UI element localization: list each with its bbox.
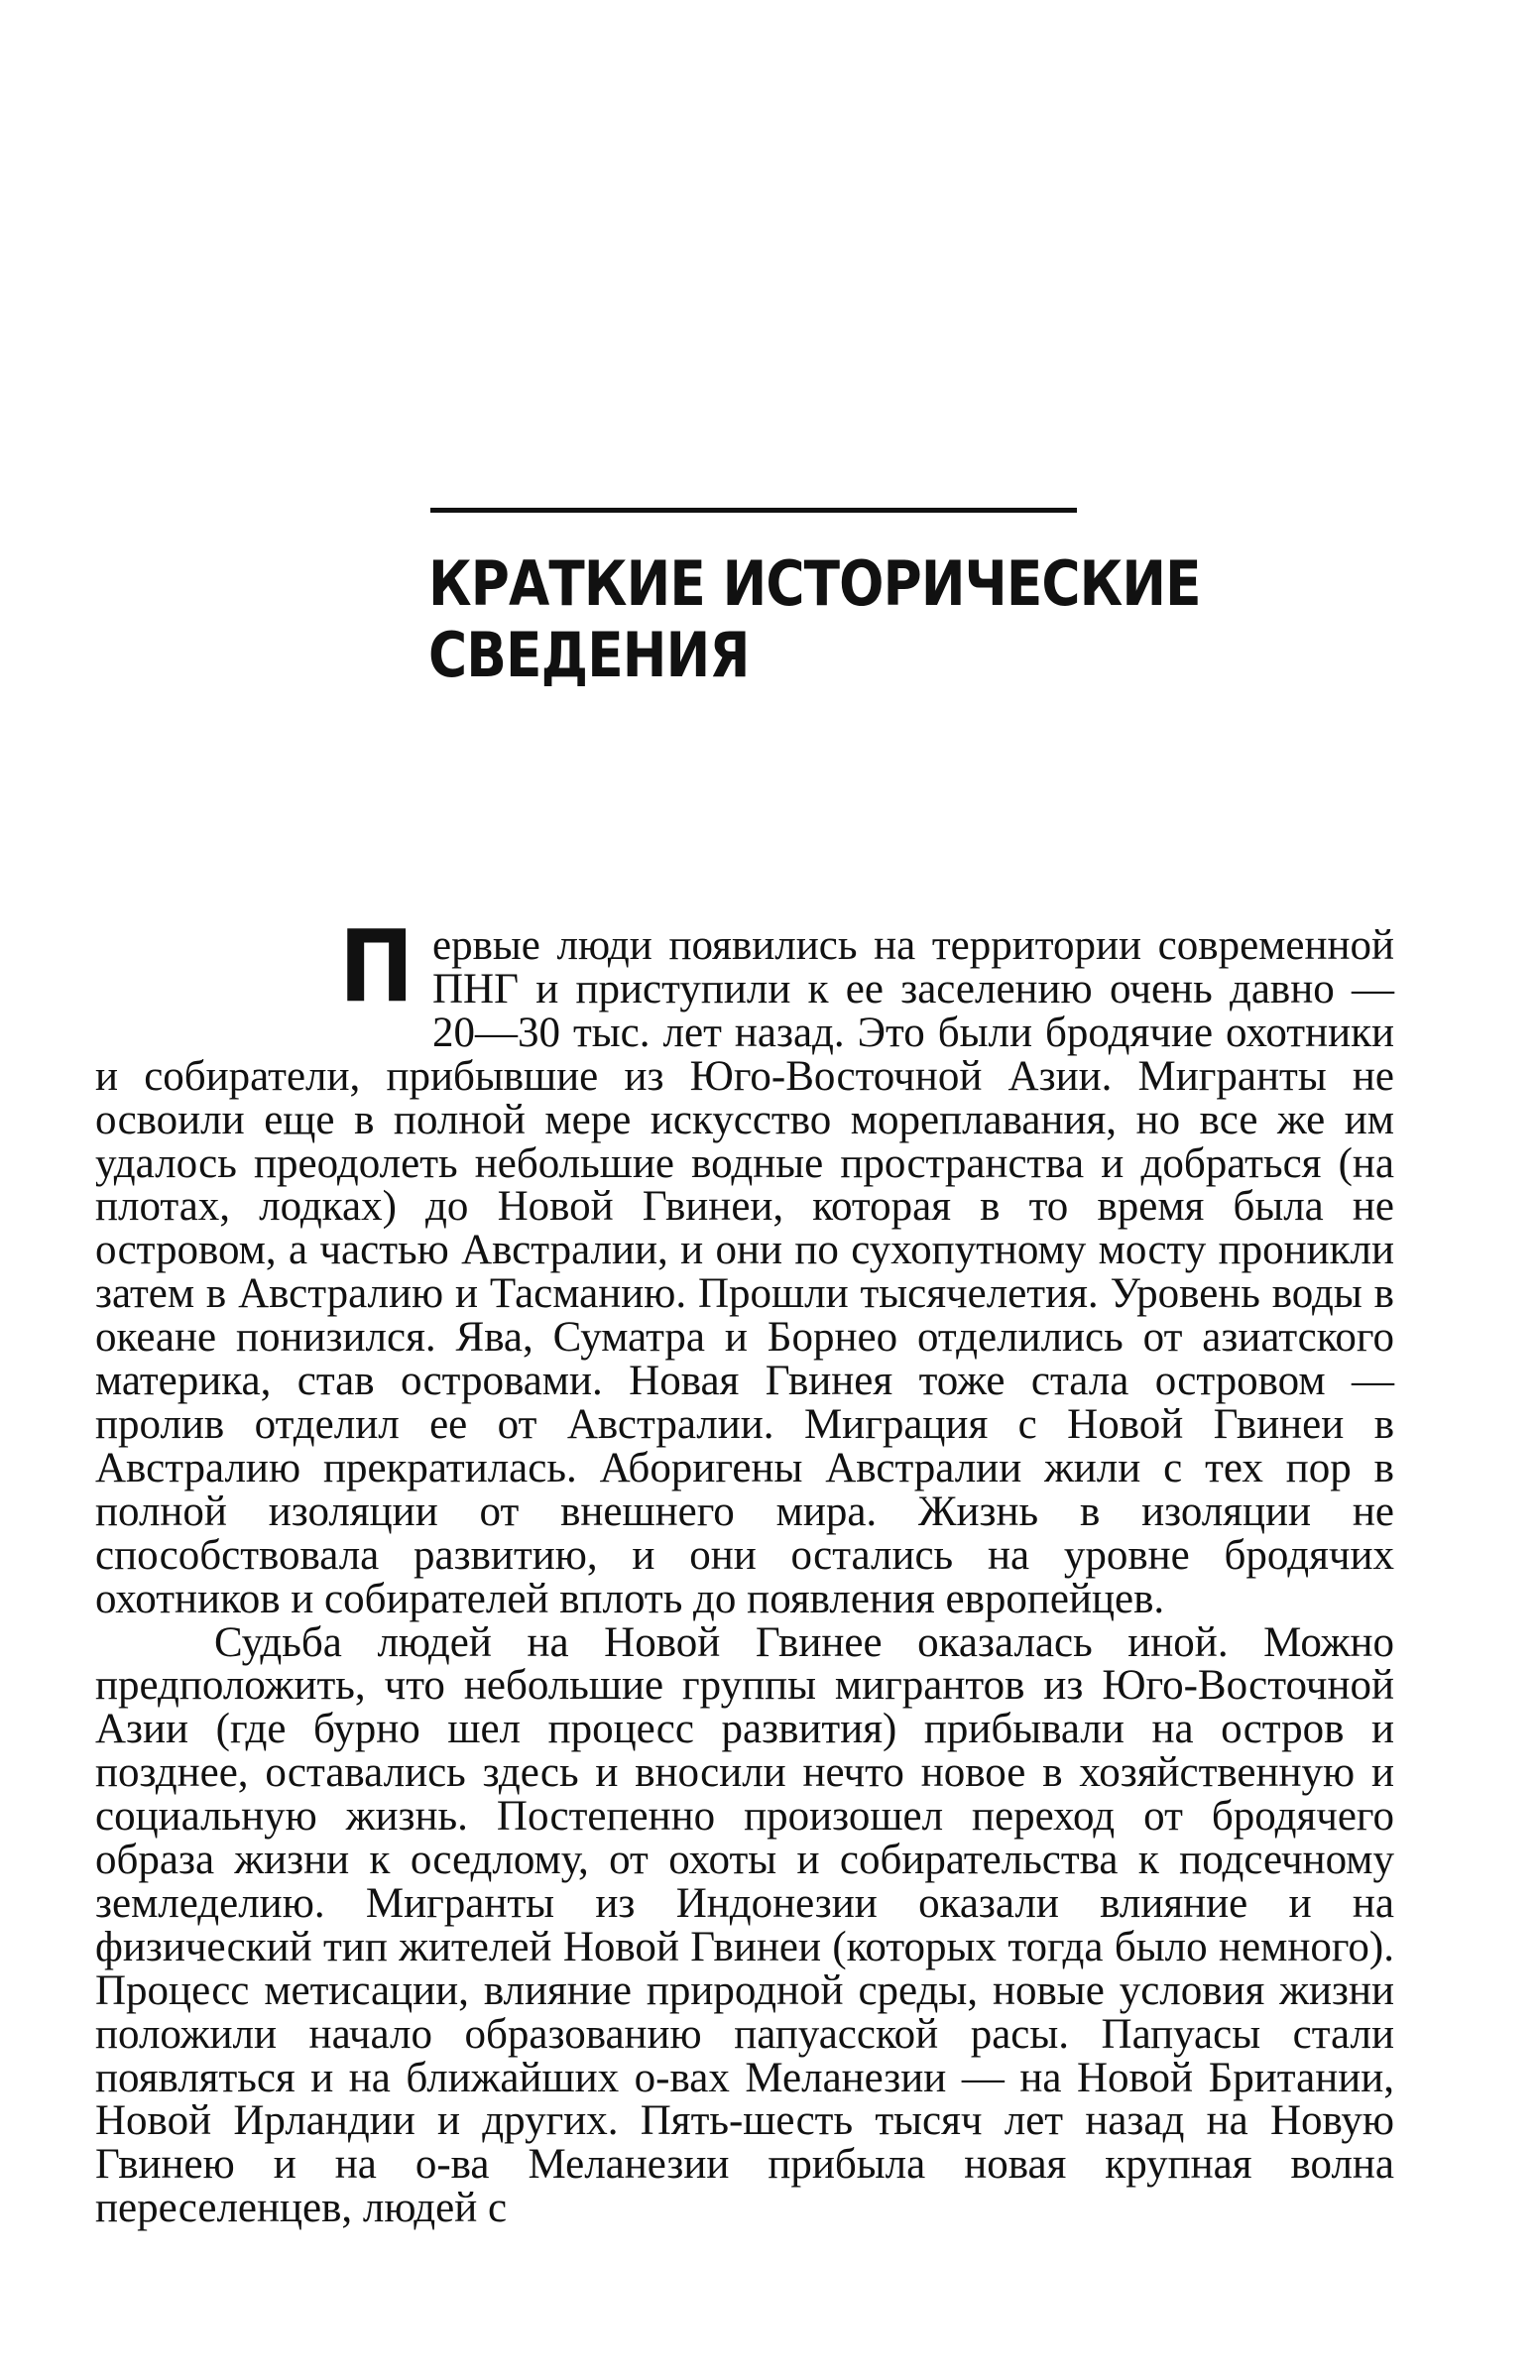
paragraph-2-text: Судьба людей на Новой Гвинее оказалась иной. Можно предположить, что небольшие группы мигрантов из Юго-Восточной Азии (где бурно шел процесс развития) прибывали на остров и позднее, оставались здесь и вносили нечто новое в хозяйственную и социальную жизнь. Постепенно произошел переход от бродячего образа жизни к оседлому, от охоты и собирательства к подсечному земледелию. Мигранты из Индонезии оказали влияние и на физический тип жителей Новой Гвинеи (которых тогда было немного). Процесс метисации, влияние природной среды, новые условия жизни положили начало образованию папуасской расы. Папуасы стали появляться и на ближайших о-вах Меланезии — на Новой Британии, Новой Ирландии и других. Пять-шесть тысяч лет назад на Новую Гвинею и на о-ва Меланезии прибыла новая крупная волна переселенцев, людей с	[95, 1618, 1394, 2232]
paragraph-2	[95, 1618, 1394, 2232]
heading-line-2: СВЕДЕНИЯ	[428, 619, 750, 691]
heading-rule	[430, 508, 1077, 513]
paragraph-1	[95, 908, 1394, 1622]
body-text	[95, 908, 1394, 2232]
chapter-heading	[428, 508, 1201, 691]
paragraph-1-text: ервые люди появились на территории современной ПНГ и приступили к ее заселению очень давно — 20—30 тыс. лет назад. Это были бродячие охотники и собиратели, прибывшие из Юго-Восточной Азии. Мигранты не освоили еще в полной мере искусство мореплавания, но все же им удалось преодолеть небольшие водные пространства и добраться (на плотах, лодках) до Новой Гвинеи, которая в то время была не островом, а частью Австралии, и они по сухопутному мосту проникли затем в Австралию и Тасманию. Прошли тысячелетия. Уровень воды в океане понизился. Ява, Суматра и Борнео отделились от азиатского материка, став островами. Новая Гвинея тоже стала островом — пролив отделил ее от Австралии. Миграция с Новой Гвинеи в Австралию прекратилась. Аборигены Австралии жили с тех пор в полной изоляции от внешнего мира. Жизнь в изоляции не способствовала развитию, и они остались на уровне бродячих охотников и собирателей вплоть до появления европейцев.	[95, 922, 1394, 1622]
dropcap-area	[95, 908, 432, 1024]
dropcap-letter: П	[339, 908, 415, 1024]
heading-line-1: КРАТКИЕ ИСТОРИЧЕСКИЕ	[428, 547, 1201, 620]
